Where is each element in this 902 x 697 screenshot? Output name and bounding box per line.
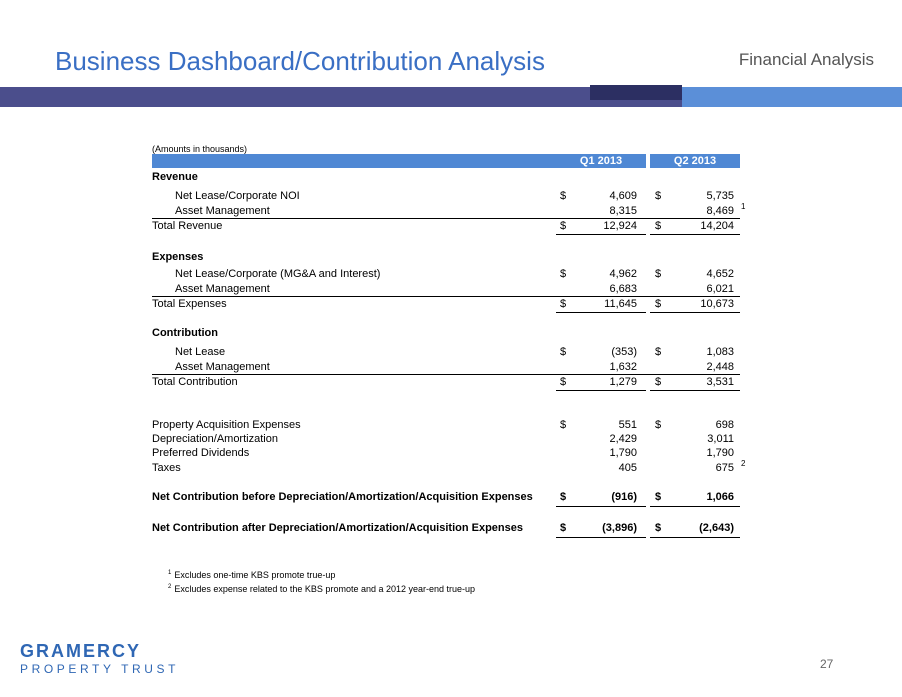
dollar-sign: $ (560, 190, 567, 202)
value-q1: 4,609 (609, 190, 637, 202)
header-band-light (682, 87, 902, 107)
row-label: Preferred Dividends (152, 447, 250, 459)
value-q1: 1,632 (609, 361, 637, 373)
row-label: Total Contribution (152, 376, 238, 388)
total-expenses-row (0, 297, 902, 312)
column-header-q2: Q2 2013 (673, 155, 717, 167)
net-before-row (0, 490, 902, 505)
divider (650, 234, 740, 235)
dollar-sign: $ (655, 419, 662, 431)
row-label: Property Acquisition Expenses (152, 419, 301, 431)
table-row (0, 360, 902, 375)
table-row (0, 418, 902, 433)
table-row (0, 204, 902, 219)
divider (556, 390, 646, 391)
divider (556, 312, 646, 313)
value-q1: 405 (618, 462, 637, 474)
row-label: Total Revenue (152, 220, 223, 232)
logo-top-text: GRAMERCY (20, 641, 142, 661)
table-row (0, 282, 902, 297)
footnote-1 (168, 570, 335, 580)
footnote-2 (168, 584, 475, 594)
divider (650, 506, 740, 507)
row-label: Net Lease/Corporate (MG&A and Interest) (175, 268, 381, 280)
page-title: Business Dashboard/Contribution Analysis (55, 46, 545, 76)
dollar-sign: $ (655, 522, 662, 534)
dollar-sign: $ (560, 220, 567, 232)
row-label: Asset Management (175, 205, 270, 217)
dollar-sign: $ (560, 268, 567, 280)
footnote-mark: 2 (168, 584, 172, 590)
row-label: Net Lease/Corporate NOI (175, 190, 300, 202)
value-q2: (2,643) (699, 522, 734, 534)
value-q2: 1,790 (706, 447, 734, 459)
value-q1: 11,645 (604, 298, 637, 310)
value-q2: 1,066 (706, 491, 734, 503)
row-label: Taxes (152, 462, 181, 474)
section-title: Financial Analysis (738, 50, 874, 69)
table-row (0, 446, 902, 461)
dollar-sign: $ (560, 346, 567, 358)
divider (650, 390, 740, 391)
row-label: Net Contribution before Depreciation/Amortization/Acquisition Expenses (152, 491, 533, 503)
value-q2: 8,469 (706, 205, 734, 217)
divider (556, 537, 646, 538)
revenue-heading-row (0, 170, 902, 185)
logo-bottom-text: PROPERTY TRUST (20, 662, 180, 676)
row-label: Net Lease (175, 346, 226, 358)
row-label: Asset Management (175, 361, 270, 373)
expenses-heading: Expenses (152, 251, 204, 263)
dollar-sign: $ (560, 419, 567, 431)
value-q2: 675 (715, 462, 734, 474)
value-q2: 3,011 (707, 433, 734, 445)
net-after-row (0, 521, 902, 536)
value-q2: 2,448 (706, 361, 734, 373)
dollar-sign: $ (560, 298, 567, 310)
table-row (0, 461, 902, 476)
divider (556, 234, 646, 235)
dollar-sign: $ (655, 268, 662, 280)
value-q2: 14,204 (700, 220, 734, 232)
value-q1: (916) (611, 491, 637, 503)
table-row (0, 267, 902, 282)
value-q2: 3,531 (706, 376, 734, 388)
dollar-sign: $ (655, 190, 662, 202)
value-q2: 1,083 (706, 346, 734, 358)
value-q2: 4,652 (706, 268, 734, 280)
dollar-sign: $ (655, 491, 662, 503)
row-label: Total Expenses (152, 298, 227, 310)
value-q1: 1,279 (609, 376, 637, 388)
footnote-text: Excludes expense related to the KBS promote and a 2012 year-end true-up (174, 584, 476, 594)
footnote-marker: 2 (741, 459, 746, 468)
header-band-dark (590, 85, 682, 100)
header-band-purple (0, 87, 682, 107)
row-label: Depreciation/Amortization (152, 433, 278, 445)
table-row (0, 345, 902, 360)
page-number: 27 (820, 657, 834, 671)
table-row (0, 189, 902, 204)
value-q1: 6,683 (609, 283, 637, 295)
total-contribution-row (0, 375, 902, 390)
amounts-note: (Amounts in thousands) (152, 144, 248, 154)
value-q1: 4,962 (609, 268, 637, 280)
row-label: Asset Management (175, 283, 270, 295)
value-q2: 5,735 (706, 190, 734, 202)
divider (650, 537, 740, 538)
dollar-sign: $ (655, 220, 662, 232)
divider (650, 312, 740, 313)
revenue-heading: Revenue (152, 171, 198, 183)
divider (556, 506, 646, 507)
dollar-sign: $ (560, 491, 567, 503)
value-q1: (3,896) (602, 522, 637, 534)
table-row (0, 432, 902, 447)
expenses-heading-row (0, 250, 902, 265)
footnote-marker: 1 (741, 202, 746, 211)
dollar-sign: $ (655, 298, 662, 310)
value-q1: 2,429 (609, 433, 637, 445)
contribution-heading: Contribution (152, 327, 218, 339)
column-header-q1: Q1 2013 (579, 155, 623, 167)
value-q1: (353) (611, 346, 637, 358)
value-q2: 10,673 (700, 298, 734, 310)
dollar-sign: $ (655, 346, 662, 358)
value-q2: 6,021 (706, 283, 734, 295)
value-q2: 698 (715, 419, 734, 431)
value-q1: 1,790 (609, 447, 637, 459)
value-q1: 551 (618, 419, 637, 431)
value-q1: 8,315 (609, 205, 637, 217)
dollar-sign: $ (655, 376, 662, 388)
dollar-sign: $ (560, 522, 567, 534)
dollar-sign: $ (560, 376, 567, 388)
footnote-text: Excludes one-time KBS promote true-up (174, 570, 336, 580)
row-label: Net Contribution after Depreciation/Amortization/Acquisition Expenses (152, 522, 523, 534)
contribution-heading-row (0, 326, 902, 341)
footnote-mark: 1 (168, 570, 172, 576)
company-logo (20, 642, 179, 676)
total-revenue-row (0, 219, 902, 234)
value-q1: 12,924 (603, 220, 637, 232)
